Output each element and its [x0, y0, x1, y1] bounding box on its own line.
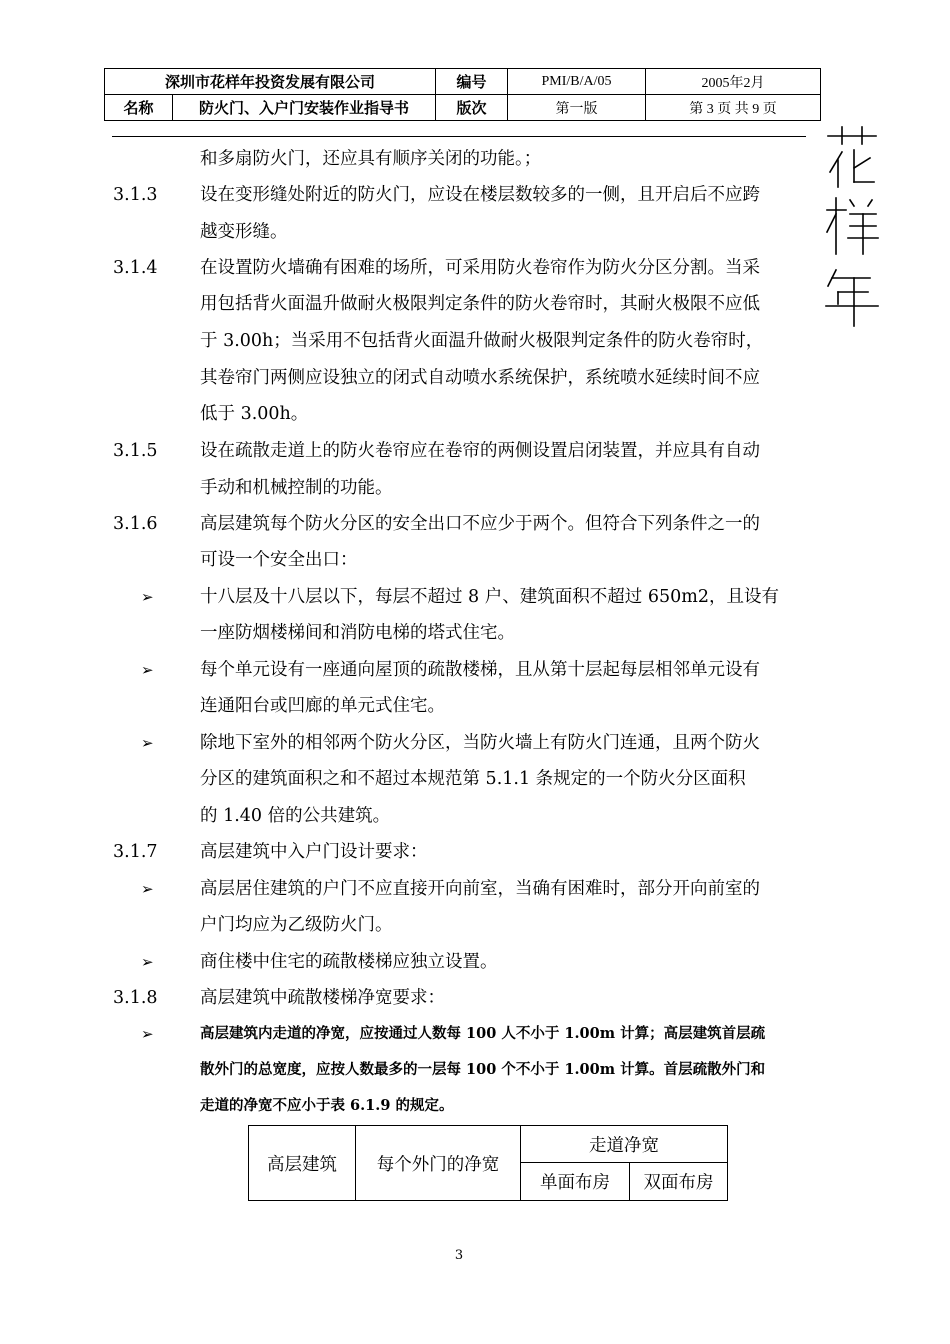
section-3-1-4-line-3: 于 3.00h；当采用不包括背火面温升做耐火极限判定条件的防火卷帘时，	[200, 331, 764, 351]
header-rule	[112, 136, 806, 137]
section-3-1-6-line-2: 可设一个安全出口：	[200, 550, 358, 570]
bullet-5-line-1: 商住楼中住宅的疏散楼梯应独立设置。	[200, 952, 498, 972]
page-info: 第 3 页 共 9 页	[646, 95, 821, 121]
section-3-1-4-line-5: 低于 3.00h。	[200, 404, 309, 424]
edition-label: 版次	[436, 95, 508, 121]
section-3-1-4-line-4: 其卷帘门两侧应设独立的闭式自动喷水系统保护，系统喷水延续时间不应	[200, 368, 760, 388]
bullet-arrow-icon: ➢	[141, 880, 154, 898]
table-header-corridor-width: 走道净宽	[521, 1126, 728, 1163]
bullet-4-line-2: 户门均应为乙级防火门。	[200, 915, 393, 935]
bullet-6-line-2: 散外门的总宽度，应按人数最多的一层每 100 个不小于 1.00m 计算。首层疏散外门和	[200, 1061, 766, 1078]
code-label: 编号	[436, 69, 508, 95]
bullet-arrow-icon: ➢	[141, 734, 154, 752]
edition-value: 第一版	[508, 95, 646, 121]
bullet-arrow-icon: ➢	[141, 588, 154, 606]
bullet-4-line-1: 高层居住建筑的户门不应直接开向前室，当确有困难时，部分开向前室的	[200, 879, 760, 899]
section-number-3-1-7: 3.1.7	[113, 842, 158, 862]
bullet-1-line-1: 十八层及十八层以下，每层不超过 8 户、建筑面积不超过 650m2，且设有	[200, 587, 779, 607]
section-3-1-4-line-1: 在设置防火墙确有困难的场所，可采用防火卷帘作为防火分区分割。当采	[200, 258, 760, 278]
company-logo	[822, 122, 880, 332]
bullet-3-line-2: 分区的建筑面积之和不超过本规范第 5.1.1 条规定的一个防火分区面积	[200, 769, 746, 789]
section-3-1-8-line-1: 高层建筑中疏散楼梯净宽要求：	[200, 988, 445, 1008]
section-3-1-5-line-2: 手动和机械控制的功能。	[200, 478, 393, 498]
bullet-3-line-1: 除地下室外的相邻两个防火分区，当防火墙上有防火门连通，且两个防火	[200, 733, 760, 753]
table-header-door-width: 每个外门的净宽	[356, 1126, 521, 1201]
bullet-6-line-3: 走道的净宽不应小于表 6.1.9 的规定。	[200, 1097, 454, 1114]
section-number-3-1-4: 3.1.4	[113, 258, 158, 278]
company-name: 深圳市花样年投资发展有限公司	[105, 69, 436, 95]
section-number-3-1-8: 3.1.8	[113, 988, 158, 1008]
section-3-1-4-line-2: 用包括背火面温升做耐火极限判定条件的防火卷帘时，其耐火极限不应低	[200, 294, 760, 314]
bullet-2-line-2: 连通阳台或凹廊的单元式住宅。	[200, 696, 445, 716]
bullet-2-line-1: 每个单元设有一座通向屋顶的疏散楼梯，且从第十层起每层相邻单元设有	[200, 660, 760, 680]
bullet-arrow-icon: ➢	[141, 1025, 154, 1043]
section-3-1-6-line-1: 高层建筑每个防火分区的安全出口不应少于两个。但符合下列条件之一的	[200, 514, 760, 534]
table-header-single-side: 单面布房	[521, 1163, 630, 1201]
section-3-1-3-line-2: 越变形缝。	[200, 222, 288, 242]
bullet-arrow-icon: ➢	[141, 661, 154, 679]
line-continuation: 和多扇防火门，还应具有顺序关闭的功能。；	[200, 149, 542, 169]
doc-title: 防火门、入户门安装作业指导书	[173, 95, 436, 121]
name-label: 名称	[105, 95, 173, 121]
header-table	[104, 68, 821, 121]
issue-date: 2005年2月	[646, 69, 821, 95]
bullet-arrow-icon: ➢	[141, 953, 154, 971]
section-number-3-1-3: 3.1.3	[113, 185, 158, 205]
section-number-3-1-6: 3.1.6	[113, 514, 158, 534]
page-number: 3	[454, 1248, 464, 1263]
bullet-3-line-3: 的 1.40 倍的公共建筑。	[200, 806, 391, 826]
bullet-6-line-1: 高层建筑内走道的净宽，应按通过人数每 100 人不小于 1.00m 计算；高层建筑首层疏	[200, 1025, 766, 1042]
width-table	[248, 1125, 728, 1201]
section-3-1-5-line-1: 设在疏散走道上的防火卷帘应在卷帘的两侧设置启闭装置，并应具有自动	[200, 441, 760, 461]
table-header-double-side: 双面布房	[630, 1163, 728, 1201]
section-3-1-7-line-1: 高层建筑中入户门设计要求：	[200, 842, 428, 862]
bullet-1-line-2: 一座防烟楼梯间和消防电梯的塔式住宅。	[200, 623, 515, 643]
table-header-building: 高层建筑	[249, 1126, 356, 1201]
section-number-3-1-5: 3.1.5	[113, 441, 158, 461]
section-3-1-3-line-1: 设在变形缝处附近的防火门，应设在楼层数较多的一侧，且开启后不应跨	[200, 185, 760, 205]
code-value: PMI/B/A/05	[508, 69, 646, 95]
